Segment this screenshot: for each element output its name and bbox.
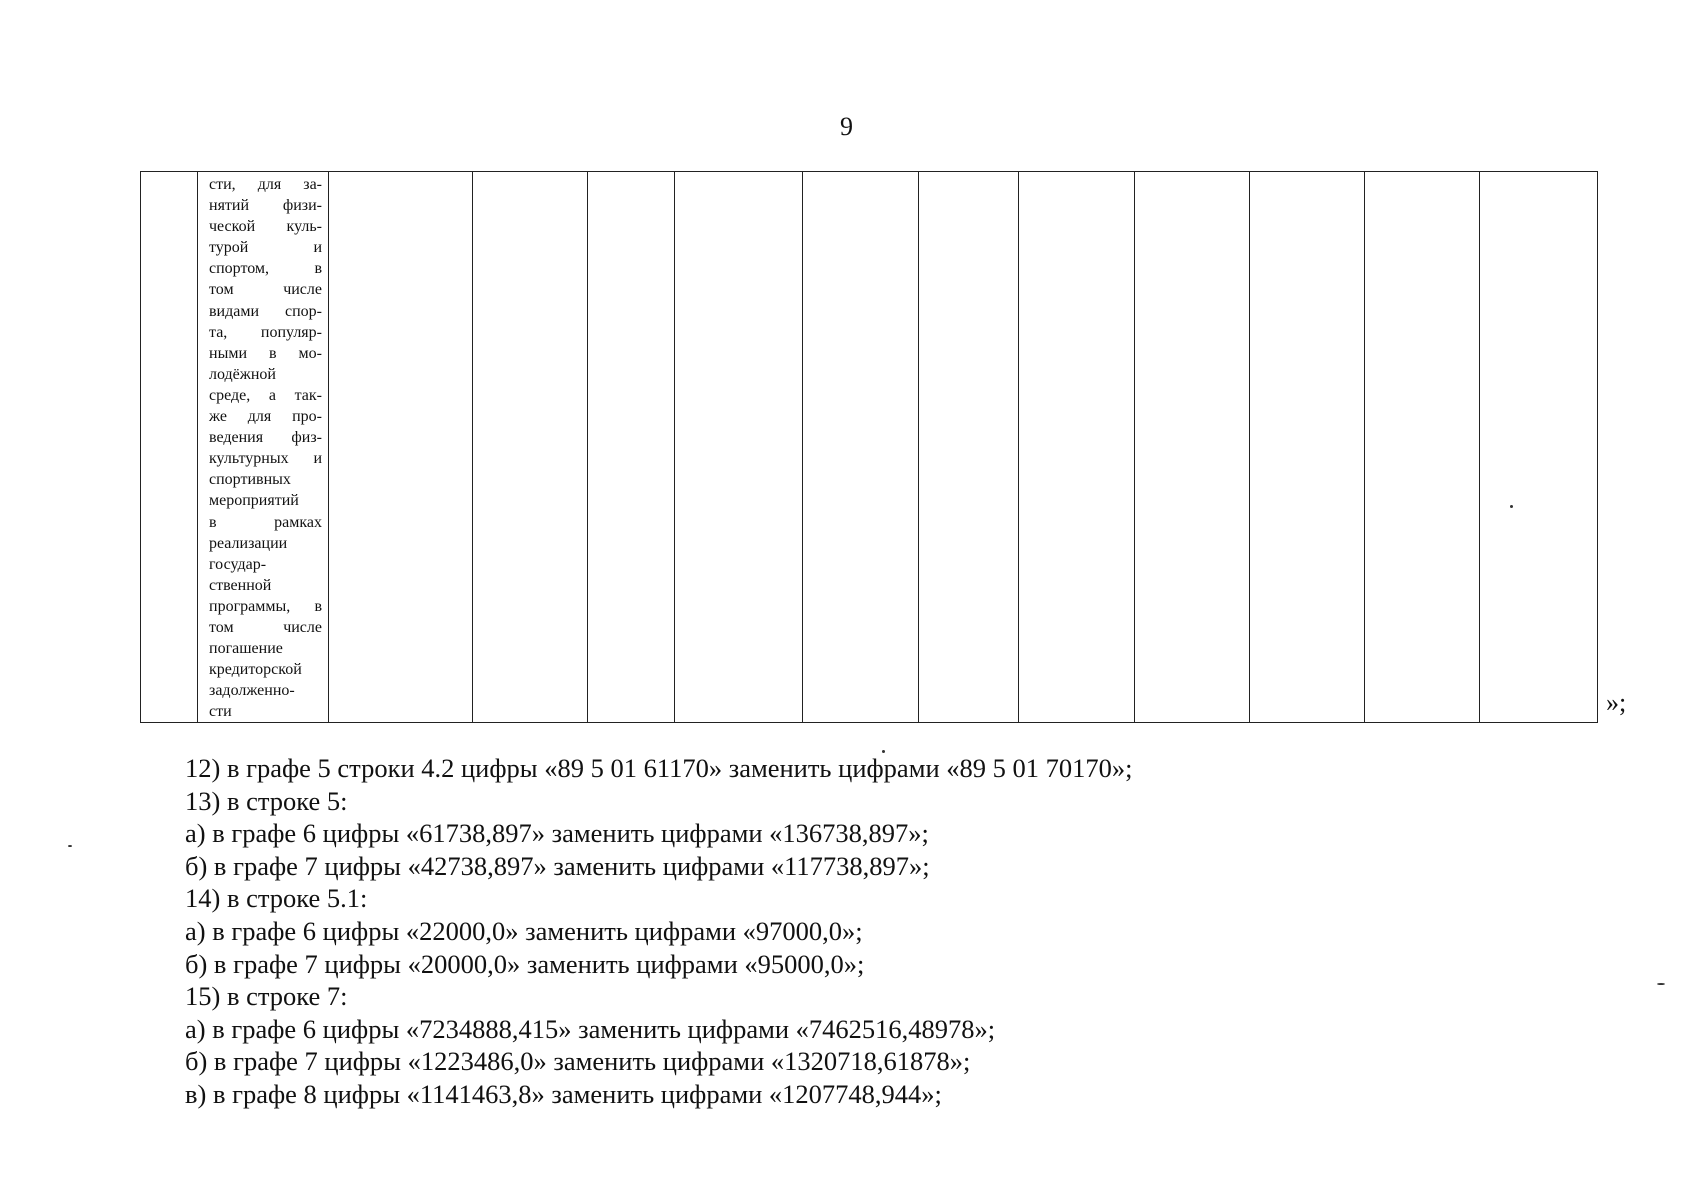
table-row — [141, 172, 1598, 723]
amendment-item: 14) в строке 5.1: — [185, 883, 368, 914]
cell-text-line: лодёжной — [209, 365, 276, 383]
cell-text-line: том числе — [209, 618, 322, 636]
scan-speck — [882, 750, 885, 753]
table-cell — [919, 172, 1019, 723]
cell-text-line: ведения физ- — [209, 429, 322, 447]
table-cell — [675, 172, 803, 723]
cell-text-line: задолженно- — [209, 682, 295, 700]
cell-text-line: турой и — [209, 239, 322, 257]
table-cell — [473, 172, 588, 723]
amendment-item: 15) в строке 7: — [185, 981, 348, 1012]
cell-text-line: сти — [209, 703, 232, 721]
cell-text-line: культурных и — [209, 450, 322, 468]
cell-text-line: ческой куль- — [209, 218, 322, 236]
cell-text-line: среде, а так- — [209, 386, 322, 404]
amendment-item: б) в графе 7 цифры «42738,897» заменить цифрами «117738,897»; — [185, 850, 930, 881]
table-cell — [1019, 172, 1135, 723]
amendment-item: б) в графе 7 цифры «1223486,0» заменить цифрами «1320718,61878»; — [185, 1046, 971, 1077]
cell-text-line: же для про- — [209, 408, 322, 426]
table-cell — [1250, 172, 1365, 723]
amendment-item: б) в графе 7 цифры «20000,0» заменить цифрами «95000,0»; — [185, 948, 865, 979]
cell-text-line: том числе — [209, 281, 322, 299]
cell-text-line: реализации — [209, 534, 288, 552]
cell-text-line: нятий физи- — [209, 197, 322, 215]
table-cell — [1365, 172, 1480, 723]
cell-text-line: погашение — [209, 640, 283, 658]
table-cell — [329, 172, 473, 723]
cell-text-line: видами спор- — [209, 302, 322, 320]
cell-text-line: мероприятий — [209, 492, 299, 510]
amendment-item: а) в графе 6 цифры «22000,0» заменить цифрами «97000,0»; — [185, 915, 863, 946]
cell-description-text — [198, 172, 328, 722]
cell-text-line: программы, в — [209, 597, 322, 615]
table-cell — [803, 172, 919, 723]
scan-speck — [1510, 505, 1513, 508]
amendments-list — [185, 752, 1133, 1111]
cell-text-line: сти, для за- — [209, 176, 322, 193]
table-cell — [588, 172, 675, 723]
table-cell-description — [198, 172, 329, 723]
amendment-table-fragment — [140, 171, 1598, 723]
scan-speck — [1657, 983, 1665, 985]
amendment-item: а) в графе 6 цифры «7234888,415» заменить цифрами «7462516,48978»; — [185, 1013, 996, 1044]
cell-text-line: ственной — [209, 576, 272, 594]
page-number: 9 — [840, 112, 853, 141]
scan-speck — [68, 845, 72, 847]
table-cell — [1135, 172, 1250, 723]
cell-text-line: кредиторской — [209, 661, 302, 679]
cell-text-line: ными в мо- — [209, 344, 322, 362]
cell-text-line: в рамках — [209, 513, 322, 531]
cell-text-line: государ- — [209, 555, 267, 573]
cell-text-line: та, популяр- — [209, 323, 322, 341]
amendment-item: 12) в графе 5 строки 4.2 цифры «89 5 01 61170» заменить цифрами «89 5 01 70170»; — [185, 753, 1133, 783]
amendment-item: а) в графе 6 цифры «61738,897» заменить цифрами «136738,897»; — [185, 818, 929, 849]
amendment-item: в) в графе 8 цифры «1141463,8» заменить цифрами «1207748,944»; — [185, 1078, 942, 1109]
cell-text-line: спортивных — [209, 471, 291, 489]
table-cell — [1480, 172, 1598, 723]
amendment-item: 13) в строке 5: — [185, 785, 348, 816]
closing-quote-mark: »; — [1606, 688, 1627, 717]
cell-text-line: спортом, в — [209, 260, 322, 278]
table-cell-number — [141, 172, 198, 723]
